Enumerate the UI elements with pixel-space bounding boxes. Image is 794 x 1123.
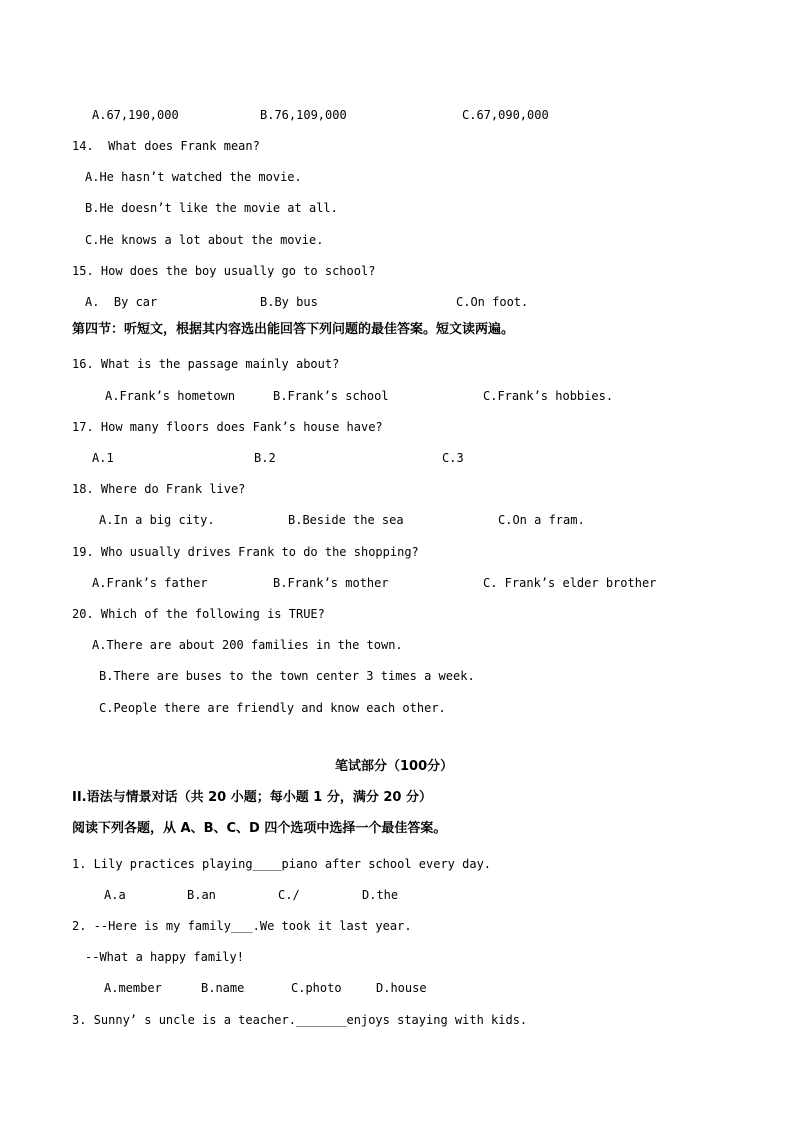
q15-option-b: B.By bus <box>260 295 318 309</box>
q15-option-a: A. By car <box>85 295 158 309</box>
q15-option-c: C.On foot. <box>456 295 529 309</box>
q18-option-a: A.In a big city. <box>99 513 215 527</box>
g2-option-b: B.name <box>201 981 245 995</box>
g2-option-a: A.member <box>104 981 162 995</box>
g1-option-b: B.an <box>187 888 216 902</box>
q20-option-c: C.People there are friendly and know each other. <box>99 701 446 715</box>
g1-option-a: A.a <box>104 888 126 902</box>
q20-option-a: A.There are about 200 families in the town. <box>92 638 403 652</box>
q16-option-b: B.Frank’s school <box>273 389 389 403</box>
g3-question: 3. Sunny’ s uncle is a teacher._______enjoys staying with kids. <box>72 1013 528 1027</box>
q17-option-c: C.3 <box>442 451 464 465</box>
q19-option-b: B.Frank’s mother <box>273 576 389 590</box>
q20-option-b: B.There are buses to the town center 3 times a week. <box>99 669 475 683</box>
g2-option-d: D.house <box>376 981 427 995</box>
q13-option-c: C.67,090,000 <box>462 108 549 122</box>
q16-option-c: C.Frank’s hobbies. <box>483 389 614 403</box>
q16-option-a: A.Frank’s hometown <box>105 389 236 403</box>
part2-instruction: 阅读下列各题，从 A、B、C、D 四个选项中选择一个最佳答案。 <box>72 821 447 836</box>
q19-question: 19. Who usually drives Frank to do the shopping? <box>72 545 419 559</box>
written-section-title: 笔试部分（100分） <box>335 759 454 774</box>
g2-reply: --What a happy family! <box>85 950 244 964</box>
q14-option-a: A.He hasn’t watched the movie. <box>85 170 302 184</box>
q14-option-b: B.He doesn’t like the movie at all. <box>85 201 338 215</box>
q13-option-a: A.67,190,000 <box>92 108 179 122</box>
q17-option-b: B.2 <box>254 451 276 465</box>
q19-option-c: C. Frank’s elder brother <box>483 576 657 590</box>
q17-question: 17. How many floors does Fank’s house have? <box>72 420 383 434</box>
q17-option-a: A.1 <box>92 451 114 465</box>
q14-option-c: C.He knows a lot about the movie. <box>85 233 324 247</box>
g1-option-c: C./ <box>278 888 300 902</box>
g1-option-d: D.the <box>362 888 399 902</box>
q18-option-c: C.On a fram. <box>498 513 585 527</box>
g2-question: 2. --Here is my family___.We took it last year. <box>72 919 412 933</box>
part2-heading: II.语法与情景对话（共 20 小题；每小题 1 分，满分 20 分） <box>72 790 432 805</box>
q20-question: 20. Which of the following is TRUE? <box>72 607 325 621</box>
q19-option-a: A.Frank’s father <box>92 576 208 590</box>
q14-question: 14. What does Frank mean? <box>72 139 260 153</box>
g1-question: 1. Lily practices playing____piano after school every day. <box>72 857 492 871</box>
q18-option-b: B.Beside the sea <box>288 513 404 527</box>
q13-option-b: B.76,109,000 <box>260 108 347 122</box>
q16-question: 16. What is the passage mainly about? <box>72 357 340 371</box>
section4-heading: 第四节：听短文，根据其内容选出能回答下列问题的最佳答案。短文读两遍。 <box>72 322 515 337</box>
g2-option-c: C.photo <box>291 981 342 995</box>
q15-question: 15. How does the boy usually go to school? <box>72 264 376 278</box>
q18-question: 18. Where do Frank live? <box>72 482 246 496</box>
